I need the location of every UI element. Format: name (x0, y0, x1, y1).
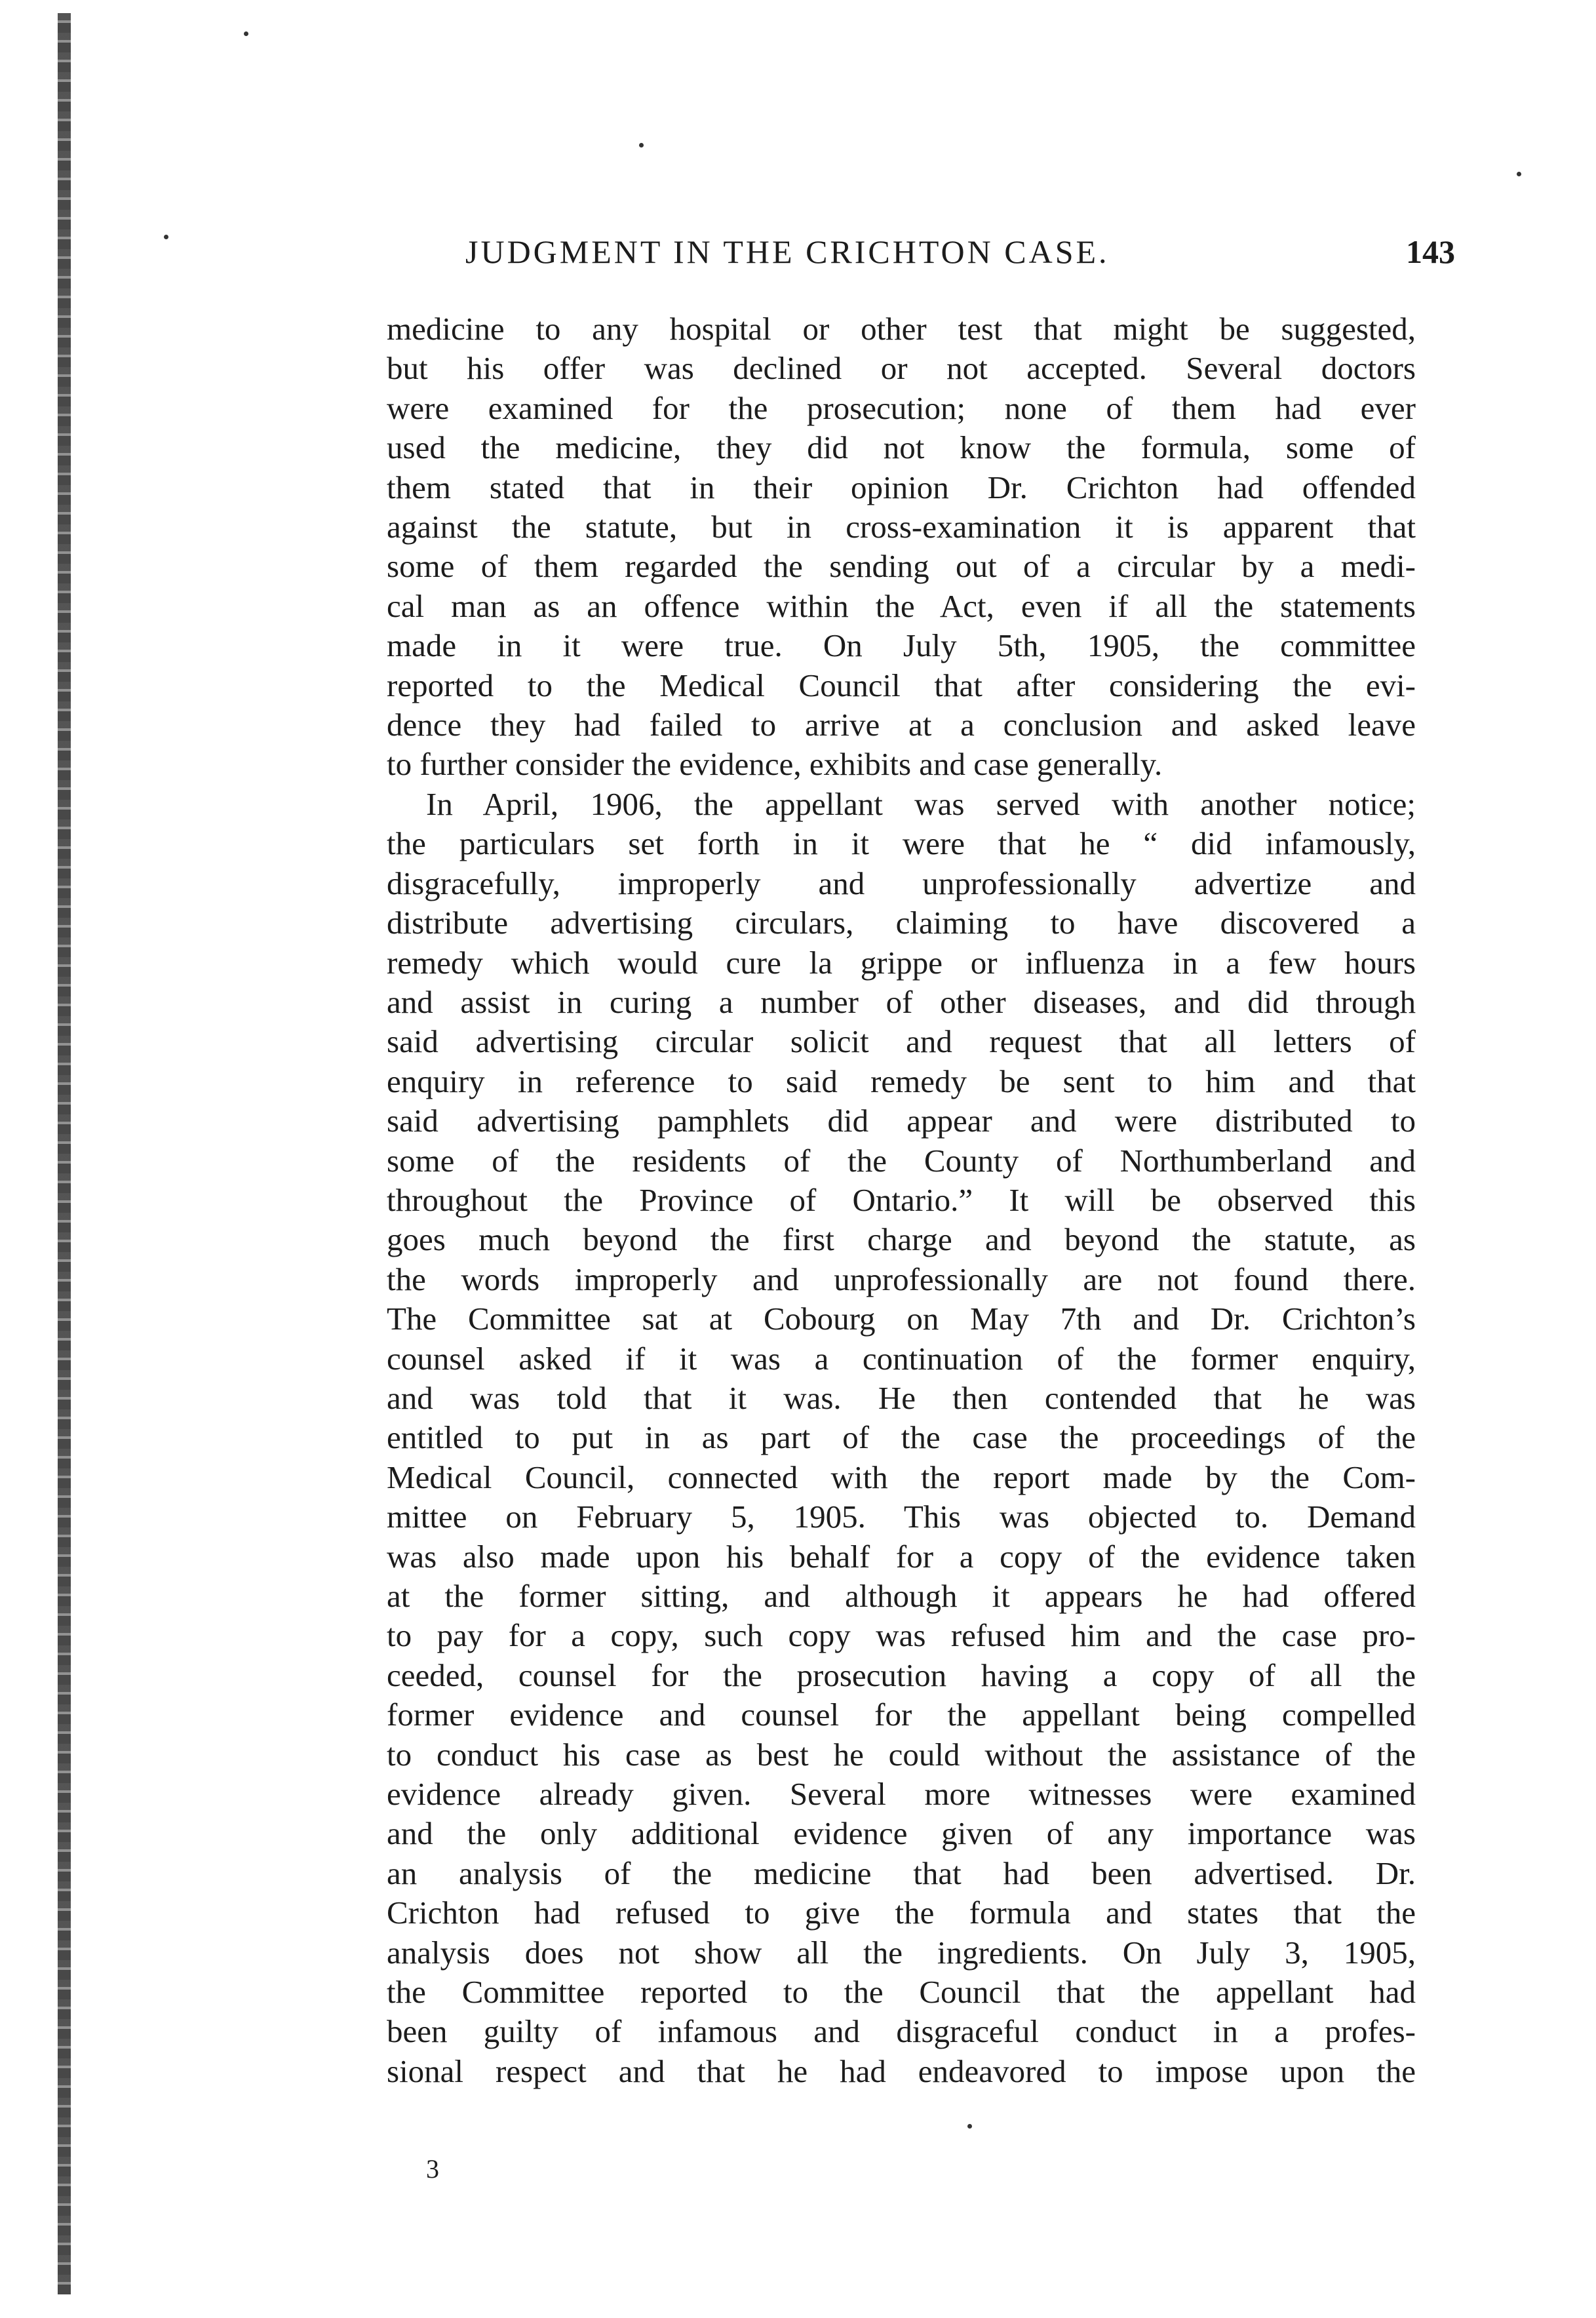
text-line: counsel asked if it was a continuation of the former enquiry, (387, 1340, 1416, 1377)
binding-edge (58, 13, 71, 2294)
text-line: Medical Council, connected with the report made by the Com- (387, 1459, 1416, 1495)
text-line: disgracefully, improperly and unprofessionally advertize and (387, 865, 1416, 901)
text-line: been guilty of infamous and disgraceful conduct in a profes- (387, 2013, 1416, 2050)
text-line: remedy which would cure la grippe or influenza in a few hours (387, 944, 1416, 981)
paragraph-start-line: In April, 1906, the appellant was served with another notice; (426, 785, 1416, 822)
text-line: and was told that it was. He then contended that he was (387, 1379, 1416, 1416)
text-line: ceeded, counsel for the prosecution having a copy of all the (387, 1657, 1416, 1693)
text-line: dence they had failed to arrive at a conclusion and asked leave (387, 707, 1416, 743)
text-line: at the former sitting, and although it appears he had offered (387, 1578, 1416, 1614)
text-line: goes much beyond the first charge and beyond the statute, as (387, 1221, 1416, 1258)
text-line: mittee on February 5, 1905. This was objected to. Demand (387, 1499, 1416, 1535)
speck-5 (967, 2124, 972, 2129)
text-line: Crichton had refused to give the formula and states that the (387, 1895, 1416, 1931)
text-line: throughout the Province of Ontario.” It will be observed this (387, 1181, 1416, 1218)
text-line: the particulars set forth in it were that he “ did infamously, (387, 825, 1416, 862)
text-line: said advertising circular solicit and request that all letters of (387, 1023, 1416, 1060)
text-line: were examined for the prosecution; none of them had ever (387, 389, 1416, 426)
text-line: but his offer was declined or not accepted. Several doctors (387, 350, 1416, 387)
speck-3 (639, 143, 644, 147)
text-body (387, 309, 1416, 2091)
text-line: to conduct his case as best he could without the assistance of the (387, 1736, 1416, 1773)
text-line: used the medicine, they did not know the formula, some of (387, 429, 1416, 466)
text-line: and the only additional evidence given of any importance was (387, 1815, 1416, 1852)
speck-1 (244, 31, 248, 36)
page-number: 143 (1406, 233, 1455, 270)
text-line: the Committee reported to the Council that the appellant had (387, 1974, 1416, 2011)
text-line: cal man as an offence within the Act, even if all the statements (387, 587, 1416, 624)
text-line: and assist in curing a number of other diseases, and did through (387, 983, 1416, 1020)
running-title: JUDGMENT IN THE CRICHTON CASE. (465, 233, 1110, 270)
text-line: distribute advertising circulars, claiming to have discovered a (387, 905, 1416, 941)
speck-4 (1517, 172, 1521, 176)
text-line: enquiry in reference to said remedy be sent to him and that (387, 1063, 1416, 1099)
text-line: to pay for a copy, such copy was refused him and the case pro- (387, 1617, 1416, 1654)
text-line: analysis does not show all the ingredients. On July 3, 1905, (387, 1934, 1416, 1971)
text-line: to further consider the evidence, exhibits and case generally. (387, 746, 1163, 783)
text-line: made in it were true. On July 5th, 1905, the committee (387, 627, 1416, 664)
text-line: former evidence and counsel for the appellant being compelled (387, 1697, 1416, 1733)
text-line: was also made upon his behalf for a copy of the evidence taken (387, 1538, 1416, 1575)
signature-mark: 3 (426, 2154, 439, 2184)
speck-2 (164, 235, 168, 239)
running-head (387, 233, 1455, 279)
text-line: sional respect and that he had endeavored to impose upon the (387, 2053, 1416, 2089)
text-line: reported to the Medical Council that after considering the evi- (387, 667, 1416, 703)
text-line: some of the residents of the County of Northumberland and (387, 1142, 1416, 1179)
text-line: entitled to put in as part of the case the proceedings of the (387, 1419, 1416, 1456)
text-line: the words improperly and unprofessionally are not found there. (387, 1261, 1416, 1297)
text-line: against the statute, but in cross-examination it is apparent that (387, 509, 1416, 545)
text-line: them stated that in their opinion Dr. Crichton had offended (387, 469, 1416, 505)
text-line: some of them regarded the sending out of a circular by a medi- (387, 548, 1416, 585)
text-line: evidence already given. Several more witnesses were examined (387, 1776, 1416, 1813)
text-line: an analysis of the medicine that had been advertised. Dr. (387, 1855, 1416, 1891)
text-line: medicine to any hospital or other test that might be suggested, (387, 311, 1416, 347)
text-line: said advertising pamphlets did appear and were distributed to (387, 1103, 1416, 1139)
text-line: The Committee sat at Cobourg on May 7th and Dr. Crichton’s (387, 1301, 1416, 1337)
